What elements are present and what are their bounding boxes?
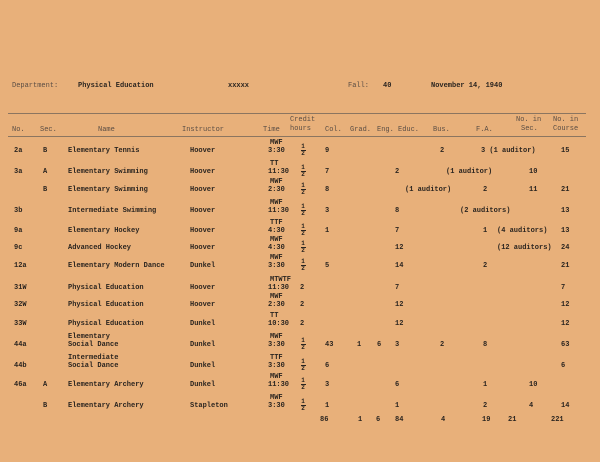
course-name-line-1: Intermediate [68, 354, 119, 362]
credit-numerator: 1 [301, 240, 305, 247]
cell-course-n: 63 [561, 341, 570, 349]
section-letter: B [43, 186, 48, 194]
cell-col: 6 [325, 362, 330, 370]
cell-sec-n: 10 [529, 381, 538, 389]
cell-fa: 8 [483, 341, 488, 349]
col-header-credit: Credit [290, 116, 316, 124]
cell-course-n: 24 [561, 244, 570, 252]
col-header-time: Time [263, 126, 280, 134]
cell-educ: 2 [395, 168, 400, 176]
col-header-name: Name [98, 126, 115, 134]
credit-numerator: 1 [301, 337, 305, 344]
course-name: Elementary Archery [68, 381, 144, 389]
col-header-sec-2: Sec. [521, 125, 538, 133]
course-name: Physical Education [68, 301, 144, 309]
col-header-no-in-course: No. in [553, 116, 579, 124]
section-letter: B [43, 147, 48, 155]
cell-col: 7 [325, 168, 330, 176]
cell-bus: 2 [440, 147, 445, 155]
course-number: 9c [14, 244, 23, 252]
meeting-days: MWF [270, 373, 283, 381]
course-name: Physical Education [68, 320, 144, 328]
cell-fa: 1 [483, 381, 488, 389]
credit-numerator: 1 [301, 143, 305, 150]
instructor-name: Hoover [190, 147, 216, 155]
credit-denominator: 2 [301, 384, 305, 391]
meeting-days: TT [270, 160, 279, 168]
meeting-days: TTF [270, 354, 283, 362]
section-letter: A [43, 381, 48, 389]
meeting-days: MWF [270, 178, 283, 186]
credit-numerator: 1 [301, 223, 305, 230]
course-number: 44b [14, 362, 27, 370]
course-name: Advanced Hockey [68, 244, 132, 252]
instructor-name: Dunkel [190, 381, 216, 389]
meeting-days: TTF [270, 219, 283, 227]
cell-fa: 3 (1 auditor) [481, 147, 536, 155]
cell-sec-n: 4 [529, 402, 534, 410]
cell-course-n: 13 [561, 227, 570, 235]
cell-bus: 2 [440, 341, 445, 349]
meeting-days: MWF [270, 199, 283, 207]
cell-col: 43 [325, 341, 334, 349]
course-name: Intermediate Swimming [68, 207, 157, 215]
course-number: 46a [14, 381, 27, 389]
cell-fa: 2 [483, 262, 488, 270]
credit-denominator: 2 [301, 230, 305, 237]
cell-educ: 1 [395, 402, 400, 410]
course-name-line-1: Elementary [68, 333, 111, 341]
total-eng: 6 [376, 416, 381, 424]
course-name: Elementary Archery [68, 402, 144, 410]
instructor-name: Hoover [190, 227, 216, 235]
term-label: Fall: [348, 82, 370, 90]
meeting-days: TT [270, 312, 279, 320]
struck-out-text: xxxxx [228, 82, 250, 90]
cell-fa: 1 [483, 227, 488, 235]
meeting-days: MWF [270, 236, 283, 244]
course-number: 3b [14, 207, 23, 215]
cell-educ: 12 [395, 320, 404, 328]
credit-hours: 2 [300, 301, 305, 309]
cell-educ: 12 [395, 244, 404, 252]
cell-col: 1 [325, 227, 330, 235]
col-header-course-2: Course [553, 125, 579, 133]
credit-denominator: 2 [301, 247, 305, 254]
cell-course-n: 12 [561, 301, 570, 309]
col-header-grad: Grad. [350, 126, 372, 134]
cell-grad: 1 [357, 341, 362, 349]
instructor-name: Hoover [190, 301, 216, 309]
credit-hours: 2 [300, 284, 305, 292]
col-header-no-in-sec: No. in [516, 116, 542, 124]
total-col: 86 [320, 416, 329, 424]
cell-educ: 12 [395, 301, 404, 309]
total-course: 221 [551, 416, 564, 424]
cell-educ: 7 [395, 284, 400, 292]
department-label: Department: [12, 82, 59, 90]
col-header-sec: Sec. [40, 126, 57, 134]
section-letter: B [43, 402, 48, 410]
instructor-name: Dunkel [190, 362, 216, 370]
meeting-days: MTWTF [270, 276, 292, 284]
col-header-bus: Bus. [433, 126, 450, 134]
instructor-name: Hoover [190, 244, 216, 252]
cell-educ: 14 [395, 262, 404, 270]
course-number: 44a [14, 341, 27, 349]
credit-numerator: 1 [301, 398, 305, 405]
course-name: Physical Education [68, 284, 144, 292]
credit-denominator: 2 [301, 365, 305, 372]
total-fa: 19 [482, 416, 491, 424]
cell-course-n: 12 [561, 320, 570, 328]
term-year: 40 [383, 82, 392, 90]
credit-denominator: 2 [301, 344, 305, 351]
instructor-name: Dunkel [190, 262, 216, 270]
credit-denominator: 2 [301, 171, 305, 178]
credit-numerator: 1 [301, 377, 305, 384]
cell-course-n: 21 [561, 186, 570, 194]
course-number: 33W [14, 320, 27, 328]
credit-numerator: 1 [301, 203, 305, 210]
cell-col: 9 [325, 147, 330, 155]
total-educ: 84 [395, 416, 404, 424]
cell-col: 8 [325, 186, 330, 194]
credit-denominator: 2 [301, 189, 305, 196]
course-name: Elementary Hockey [68, 227, 140, 235]
course-number: 12a [14, 262, 27, 270]
total-bus: 4 [441, 416, 446, 424]
cell-col: 3 [325, 207, 330, 215]
instructor-name: Hoover [190, 284, 216, 292]
col-header-eng: Eng. [377, 126, 394, 134]
instructor-name: Hoover [190, 168, 216, 176]
course-name: Elementary Modern Dance [68, 262, 165, 270]
meeting-time: 4:30 [268, 244, 285, 252]
section-letter: A [43, 168, 48, 176]
course-name-line-2: Social Dance [68, 362, 119, 370]
department-name: Physical Education [78, 82, 154, 90]
meeting-time: 11:30 [268, 168, 290, 176]
meeting-time: 11:30 [268, 381, 290, 389]
cell-sec-n: (4 auditors) [497, 227, 548, 235]
credit-numerator: 1 [301, 182, 305, 189]
col-header-col: Col. [325, 126, 342, 134]
meeting-time: 3:30 [268, 262, 285, 270]
meeting-time: 10:30 [268, 320, 290, 328]
cell-col: 5 [325, 262, 330, 270]
credit-denominator: 2 [301, 150, 305, 157]
meeting-time: 3:30 [268, 402, 285, 410]
cell-col: 3 [325, 381, 330, 389]
credit-denominator: 2 [301, 265, 305, 272]
course-number: 2a [14, 147, 23, 155]
cell-fa: 2 [483, 402, 488, 410]
cell-course-n: 15 [561, 147, 570, 155]
meeting-time: 4:30 [268, 227, 285, 235]
cell-course-n: 14 [561, 402, 570, 410]
col-header-hours: hours [290, 125, 312, 133]
course-name: Elementary Swimming [68, 168, 148, 176]
instructor-name: Hoover [190, 207, 216, 215]
credit-denominator: 2 [301, 210, 305, 217]
col-header-educ: Educ. [398, 126, 420, 134]
cell-sec-n: 11 [529, 186, 538, 194]
meeting-days: MWF [270, 139, 283, 147]
col-header-no: No. [12, 126, 25, 134]
meeting-time: 3:30 [268, 147, 285, 155]
cell-course-n: 7 [561, 284, 566, 292]
col-header-fa: F.A. [476, 126, 493, 134]
course-number: 3a [14, 168, 23, 176]
course-number: 31W [14, 284, 27, 292]
header-rule-top [8, 113, 586, 114]
cell-fa: 2 [483, 186, 488, 194]
instructor-name: Dunkel [190, 341, 216, 349]
course-name: Elementary Swimming [68, 186, 148, 194]
meeting-days: MWF [270, 293, 283, 301]
meeting-days: MWF [270, 394, 283, 402]
cell-fa: (2 auditors) [460, 207, 511, 215]
instructor-name: Hoover [190, 186, 216, 194]
cell-educ: 8 [395, 207, 400, 215]
instructor-name: Stapleton [190, 402, 228, 410]
report-date: November 14, 1940 [431, 82, 503, 90]
cell-course-n: 21 [561, 262, 570, 270]
course-name: Elementary Tennis [68, 147, 140, 155]
cell-course-n: 6 [561, 362, 566, 370]
meeting-time: 3:30 [268, 341, 285, 349]
meeting-time: 11:30 [268, 284, 290, 292]
cell-educ: (1 auditor) [405, 186, 452, 194]
cell-educ: 6 [395, 381, 400, 389]
cell-sec-n: (12 auditors) [497, 244, 552, 252]
cell-educ: 7 [395, 227, 400, 235]
credit-denominator: 2 [301, 405, 305, 412]
meeting-days: MWF [270, 254, 283, 262]
cell-col: 1 [325, 402, 330, 410]
cell-fa: (1 auditor) [446, 168, 493, 176]
meeting-time: 2:30 [268, 186, 285, 194]
meeting-time: 11:30 [268, 207, 290, 215]
course-number: 9a [14, 227, 23, 235]
cell-educ: 3 [395, 341, 400, 349]
meeting-days: MWF [270, 333, 283, 341]
cell-sec-n: 10 [529, 168, 538, 176]
meeting-time: 3:30 [268, 362, 285, 370]
meeting-time: 2:30 [268, 301, 285, 309]
cell-course-n: 13 [561, 207, 570, 215]
credit-numerator: 1 [301, 258, 305, 265]
header-rule-bottom [8, 136, 586, 137]
cell-eng: 6 [377, 341, 382, 349]
total-sec: 21 [508, 416, 517, 424]
credit-numerator: 1 [301, 164, 305, 171]
credit-hours: 2 [300, 320, 305, 328]
col-header-instructor: Instructor [182, 126, 225, 134]
instructor-name: Dunkel [190, 320, 216, 328]
course-number: 32W [14, 301, 27, 309]
credit-numerator: 1 [301, 358, 305, 365]
total-grad: 1 [358, 416, 363, 424]
course-name-line-2: Social Dance [68, 341, 119, 349]
